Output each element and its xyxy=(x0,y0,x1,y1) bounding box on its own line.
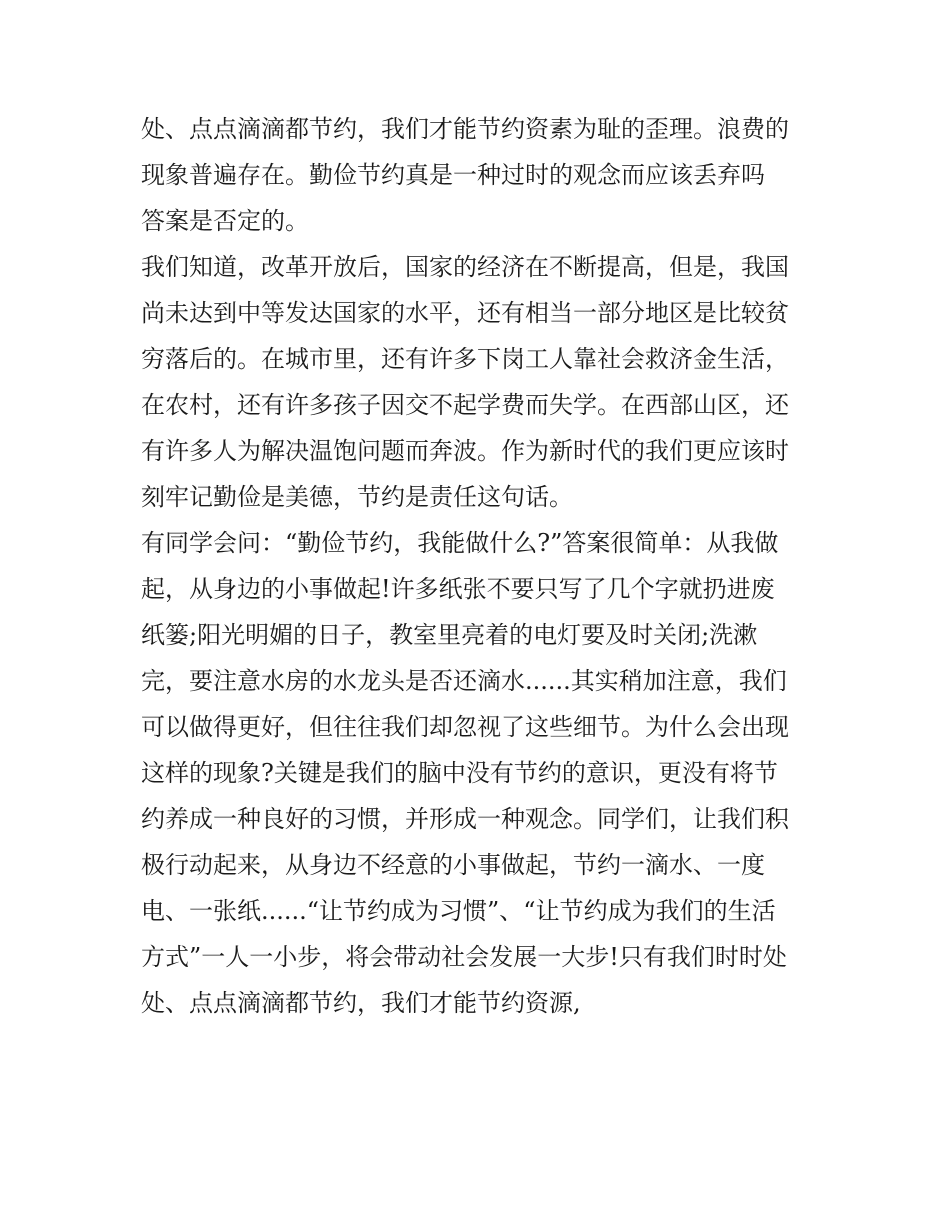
body-text xyxy=(141,106,816,1026)
text-line: 起，从身边的小事做起!许多纸张不要只写了几个字就扔进废 xyxy=(141,575,775,603)
text-line: 有许多人为解决温饱问题而奔波。作为新时代的我们更应该时 xyxy=(141,437,789,465)
text-line: 穷落后的。在城市里，还有许多下岗工人靠社会救济金生活， xyxy=(141,345,789,373)
text-line: 这样的现象?关键是我们的脑中没有节约的意识，更没有将节 xyxy=(141,759,778,787)
text-line: 极行动起来，从身边不经意的小事做起，节约一滴水、一度 xyxy=(141,851,765,879)
text-line: 在农村，还有许多孩子因交不起学费而失学。在西部山区，还 xyxy=(141,391,789,419)
text-line: 现象普遍存在。勤俭节约真是一种过时的观念而应该丢弃吗 xyxy=(141,161,765,189)
text-line: 答案是否定的。 xyxy=(141,207,309,235)
text-line: 方式”一人一小步，将会带动社会发展一大步!只有我们时时处 xyxy=(141,943,787,971)
text-line: 可以做得更好，但往往我们却忽视了这些细节。为什么会出现 xyxy=(141,713,789,741)
text-line: 处、点点滴滴都节约，我们才能节约资素为耻的歪理。浪费的 xyxy=(141,115,789,143)
text-line: 我们知道，改革开放后，国家的经济在不断提高，但是，我国 xyxy=(141,253,789,281)
text-line: 约养成一种良好的习惯，并形成一种观念。同学们，让我们积 xyxy=(141,805,789,833)
text-line: 刻牢记勤俭是美德，节约是责任这句话。 xyxy=(141,483,573,511)
text-line: 尚未达到中等发达国家的水平，还有相当一部分地区是比较贫 xyxy=(141,299,789,327)
text-line: 电、一张纸......“让节约成为习惯”、“让节约成为我们的生活 xyxy=(141,897,776,925)
text-line: 处、点点滴滴都节约，我们才能节约资源, xyxy=(141,989,581,1017)
text-line: 完，要注意水房的水龙头是否还滴水......其实稍加注意，我们 xyxy=(141,667,787,695)
text-line: 纸篓;阳光明媚的日子，教室里亮着的电灯要及时关闭;洗漱 xyxy=(141,621,758,649)
text-line: 有同学会问：“勤俭节约，我能做什么?”答案很简单：从我做 xyxy=(141,529,779,557)
